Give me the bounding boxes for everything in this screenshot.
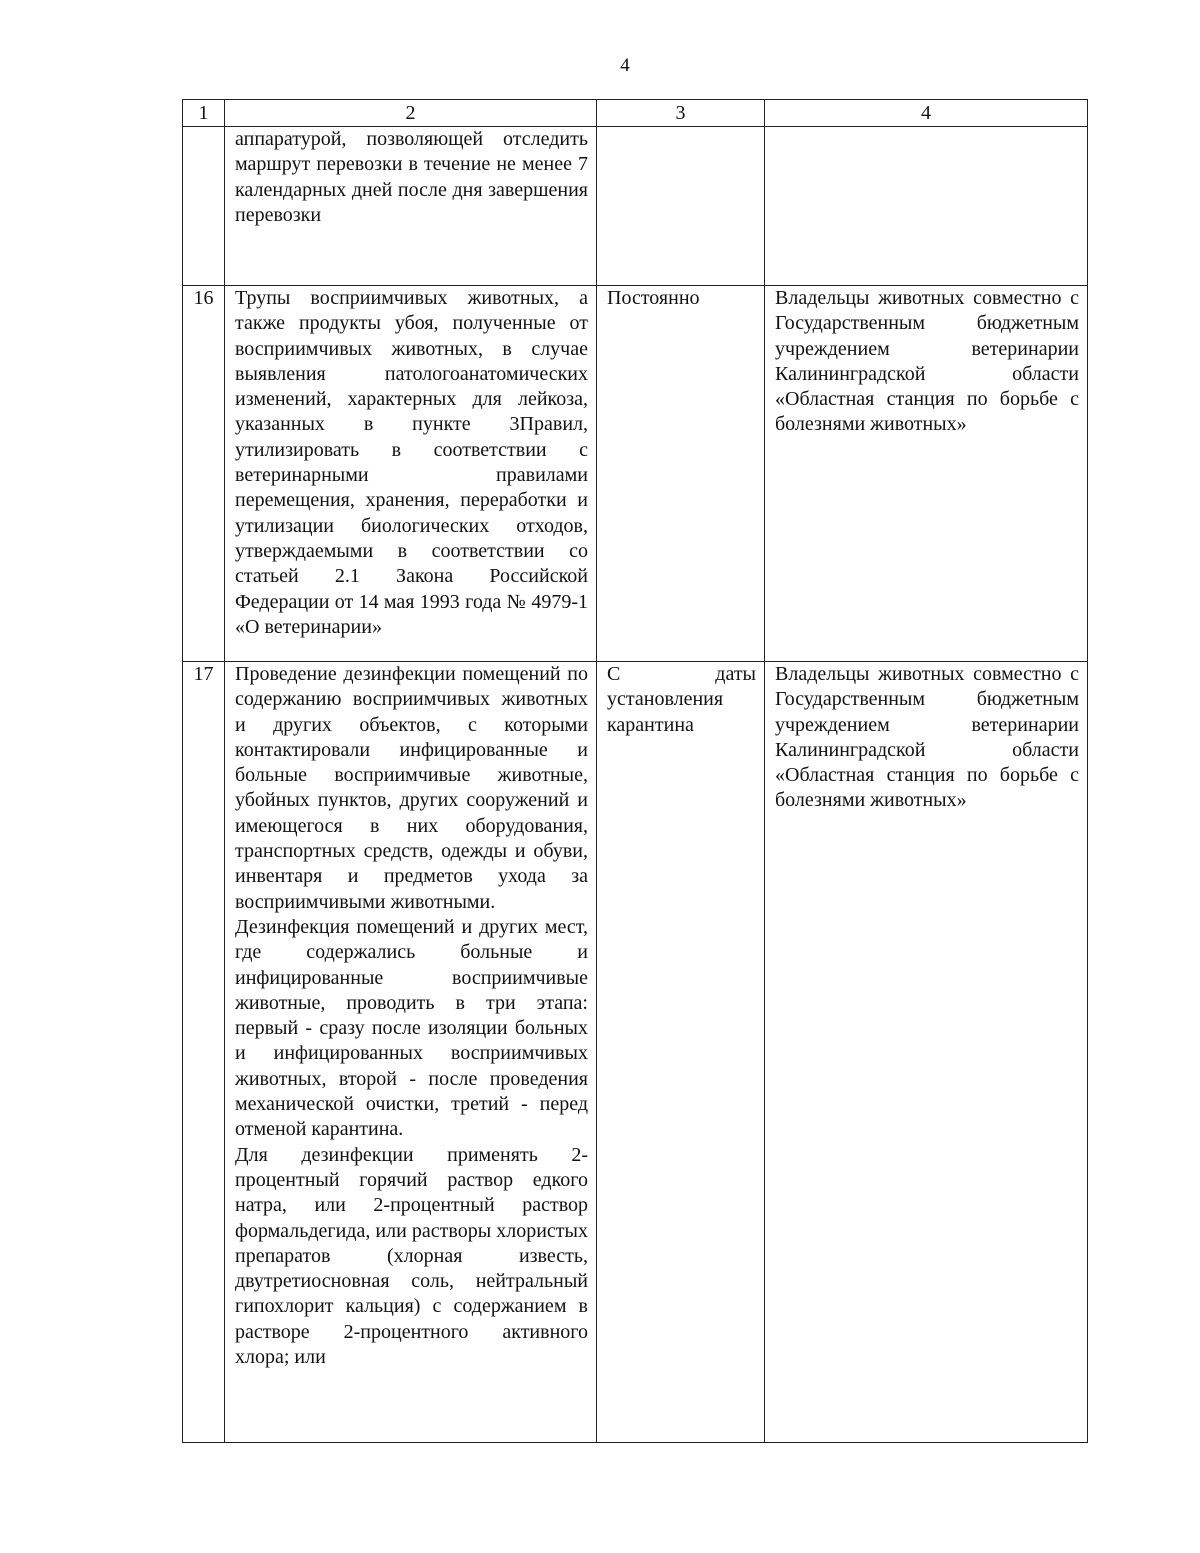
header-col-2: 2 xyxy=(225,100,597,127)
measure-cell: Трупы восприимчивых животных, а также продукты убоя, полученные от восприимчивых животных, в случае выявления патологоанатомических изменений, характерных для лейкоза, указанных в пункте 3Правил, утилизировать в соответствии с ветеринарными правилами перемещения, хранения, переработки и утилизации биологических отходов, утверждаемыми в соответствии со статьей 2.1 Закона Российской Федерации от 14 мая 1993 года № 4979-1 «О ветеринарии» xyxy=(225,286,597,662)
table-row xyxy=(183,127,1088,286)
measure-cell xyxy=(225,662,597,1443)
responsible-cell: Владельцы животных совместно с Государственным бюджетным учреждением ветеринарии Калининградской области «Областная станция по борьбе с болезнями животных» xyxy=(765,286,1088,662)
term-cell: С даты установления карантина xyxy=(597,662,765,1443)
table-row xyxy=(183,662,1088,1443)
table-row xyxy=(183,286,1088,662)
header-col-3: 3 xyxy=(597,100,765,127)
row-number: 17 xyxy=(183,662,225,1443)
measure-paragraph: Проведение дезинфекции помещений по содержанию восприимчивых животных и других объектов, с которыми контактировали инфицированные и больные восприимчивые животные, убойных пунктов, других сооружений и имеющегося в них оборудования, транспортных средств, одежды и обуви, инвентаря и предметов ухода за восприимчивыми животными. xyxy=(235,663,588,913)
page-number: 4 xyxy=(620,55,630,76)
row-number xyxy=(183,127,225,286)
measure-cell: аппаратурой, позволяющей отследить маршрут перевозки в течение не менее 7 календарных дней после дня завершения перевозки xyxy=(225,127,597,286)
responsible-cell: Владельцы животных совместно с Государственным бюджетным учреждением ветеринарии Калининградской области «Областная станция по борьбе с болезнями животных» xyxy=(765,662,1088,1443)
table-header-row xyxy=(183,100,1088,127)
header-col-1: 1 xyxy=(183,100,225,127)
measures-table xyxy=(182,99,1088,1443)
measure-paragraph: Для дезинфекции применять 2-процентный горячий раствор едкого натра, или 2-процентный раствор формальдегида, или растворы хлористых препаратов (хлорная известь, двутретиосновная соль, нейтральный гипохлорит кальция) с содержанием в растворе 2-процентного активного хлора; или xyxy=(235,1143,588,1369)
header-col-4: 4 xyxy=(765,100,1088,127)
measure-paragraph: Дезинфекция помещений и других мест, где содержались больные и инфицированные восприимчивые животные, проводить в три этапа: первый - сразу после изоляции больных и инфицированных восприимчивых животных, второй - после проведения механической очистки, третий - перед отменой карантина. xyxy=(235,915,588,1141)
responsible-cell xyxy=(765,127,1088,286)
term-cell xyxy=(597,127,765,286)
term-cell: Постоянно xyxy=(597,286,765,662)
row-number: 16 xyxy=(183,286,225,662)
